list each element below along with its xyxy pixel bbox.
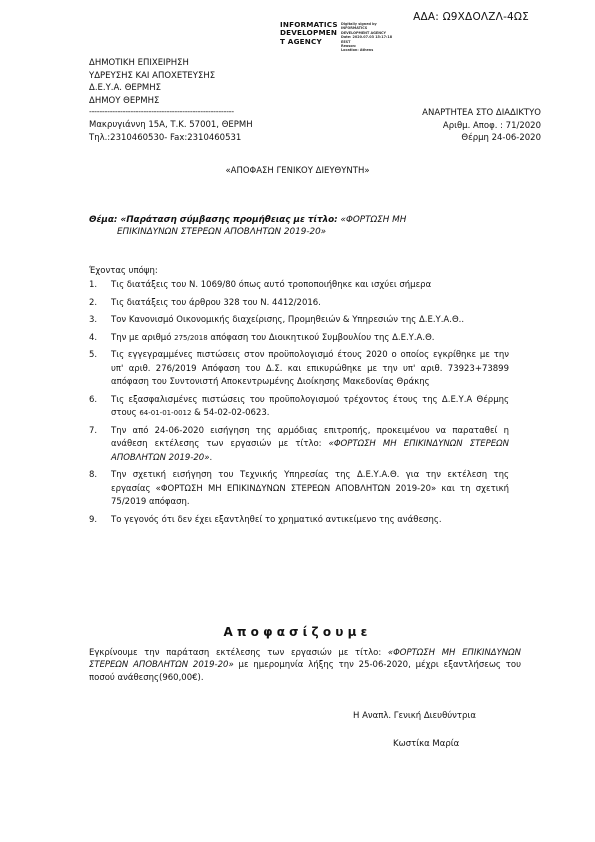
org-line: ΔΗΜΟΤΙΚΗ ΕΠΙΧΕΙΡΗΣΗ bbox=[89, 58, 189, 68]
item-text: Τις διατάξεις του Ν. 1069/80 όπως αυτό τροποποιήθηκε και ισχύει σήμερα bbox=[111, 280, 432, 290]
list-item bbox=[89, 514, 509, 527]
signatory-name: Κωστίκα Μαρία bbox=[393, 739, 460, 749]
list-item bbox=[89, 349, 509, 389]
item-text: Τις διατάξεις του άρθρου 328 του Ν. 4412/2016. bbox=[111, 297, 321, 308]
item-number: 7. bbox=[89, 425, 98, 436]
signature-detail-line: Location: Athens bbox=[341, 48, 374, 53]
item-number: 3. bbox=[89, 315, 98, 326]
contact-line: Τηλ.:2310460530- Fax:2310460531 bbox=[89, 132, 242, 143]
signature-detail-line: INFORMATICS bbox=[341, 26, 368, 31]
signature-detail-line: Reason: bbox=[341, 44, 357, 49]
subject-title-part1: «ΦΟΡΤΩΣΗ ΜΗ bbox=[337, 215, 407, 225]
digital-signature-details bbox=[341, 22, 392, 53]
subject bbox=[89, 215, 529, 237]
publication-info bbox=[422, 107, 541, 145]
logo-line: INFORMATICS bbox=[280, 20, 338, 29]
list-item bbox=[89, 314, 509, 327]
item-text: Τις εγγεγραμμένες πιστώσεις στον προϋπολογισμό έτους 2020 ο οποίος εγκρίθηκε με την υπ' αριθ. 276/2019 Απόφαση του Δ.Σ. και επικυρώθηκε με την υπ' αριθ. 73923+73899 απόφαση του Συντονιστή Αποκεντρωμένης Διοίκησης Μακεδονίας Θράκης bbox=[111, 350, 509, 388]
item-number: 6. bbox=[89, 394, 98, 405]
signature-detail-line: Date: 2020.07.03 15:17:18 bbox=[341, 35, 393, 40]
decision-number: Αριθμ. Αποφ. : 71/2020 bbox=[442, 120, 541, 131]
org-line: ΔΗΜΟΥ ΘΕΡΜΗΣ bbox=[89, 95, 160, 106]
item-text: Τις εξασφαλισμένες πιστώσεις του προϋπολογισμού τρέχοντος έτους της Δ.Ε.Υ.Α Θέρμης στους bbox=[111, 394, 509, 419]
budget-code: 64-01-01-0012 bbox=[139, 409, 192, 418]
signature-detail-line: EEST bbox=[341, 39, 351, 44]
decision-heading: Αποφασίζουμε bbox=[223, 625, 372, 639]
item-number: 5. bbox=[89, 350, 98, 361]
list-item bbox=[89, 425, 509, 465]
item-text: Την με αριθμό bbox=[111, 332, 175, 343]
item-text: Τον Κανονισμό Οικονομικής διαχείρισης, Προμηθειών & Υπηρεσιών της Δ.Ε.Υ.Α.Θ.. bbox=[111, 315, 465, 326]
subject-label: Θέμα: «Παράταση σύμβασης προμήθειας με τίτλο: bbox=[89, 215, 338, 225]
decision-ref-number: 275/2018 bbox=[174, 333, 208, 342]
organization-header bbox=[89, 57, 215, 107]
considerations-list bbox=[89, 279, 509, 531]
signature-detail-line: Digitally signed by bbox=[341, 22, 377, 26]
ada-code: ΑΔΑ: Ω9ΧΔΟΛΖΛ-4ΩΣ bbox=[413, 11, 529, 23]
having-considered-label: Έχοντας υπόψη: bbox=[89, 266, 158, 276]
logo-line: DEVELOPMEN bbox=[280, 28, 338, 38]
header-divider: -------------------------------------------------------- bbox=[89, 107, 234, 116]
approval-details: με ημερομηνία λήξης την 25-06-2020, μέχρι εξαντλήσεως του ποσού ανάθεσης(960,00€). bbox=[89, 660, 521, 683]
list-item bbox=[89, 332, 509, 345]
item-text: . bbox=[209, 452, 213, 463]
organization-address bbox=[89, 119, 253, 144]
list-item bbox=[89, 469, 509, 509]
org-line: ΥΔΡΕΥΣΗΣ ΚΑΙ ΑΠΟΧΕΤΕΥΣΗΣ bbox=[89, 70, 216, 81]
item-text: & 54-02-02-0623. bbox=[191, 408, 270, 419]
signature-detail-line: DEVELOPMENT AGENCY bbox=[341, 30, 387, 35]
list-item bbox=[89, 297, 509, 310]
item-number: 4. bbox=[89, 332, 98, 343]
publish-notice: ΑΝΑΡΤΗΤΕΑ ΣΤΟ ΔΙΑΔΙΚΤΥΟ bbox=[422, 108, 541, 118]
subject-title-part2: ΕΠΙΚΙΝΔΥΝΩΝ ΣΤΕΡΕΩΝ ΑΠΟΒΛΗΤΩΝ 2019-20» bbox=[117, 227, 327, 237]
item-text: Την από 24-06-2020 εισήγηση της αρμόδιας επιτροπής, προκειμένου να παραταθεί η ανάθεση εκτέλεσης των εργασιών με τίτλο: bbox=[111, 425, 509, 450]
decision-date: Θέρμη 24-06-2020 bbox=[461, 133, 541, 143]
list-item bbox=[89, 279, 509, 292]
item-number: 8. bbox=[89, 470, 98, 481]
work-title: «ΦΟΡΤΩΣΗ ΜΗ ΕΠΙΚΙΝΔΥΝΩΝ ΣΤΕΡΕΩΝ ΑΠΟΒΛΗΤΩΝ 2019-20» bbox=[111, 439, 509, 463]
item-text: απόφαση του Διοικητικού Συμβουλίου της Δ.Ε.Υ.Α.Θ. bbox=[207, 332, 435, 343]
item-number: 1. bbox=[89, 280, 98, 290]
item-number: 2. bbox=[89, 297, 98, 308]
item-text: Το γεγονός ότι δεν έχει εξαντληθεί το χρηματικό αντικείμενο της ανάθεσης. bbox=[111, 514, 442, 525]
signatory-role: Η Αναπλ. Γενική Διευθύντρια bbox=[353, 711, 476, 721]
approval-text bbox=[89, 647, 521, 684]
item-text: Την σχετική εισήγηση του Τεχνικής Υπηρεσίας της Δ.Ε.Υ.Α.Θ. για την εκτέλεση της εργασίας «ΦΟΡΤΩΣΗ ΜΗ ΕΠΙΚΙΝΔΥΝΩΝ ΣΤΕΡΕΩΝ ΑΠΟΒΛΗΤΩΝ 2019-20» και τη σχετική 75/2019 απόφαση. bbox=[111, 470, 509, 507]
approval-intro: Εγκρίνουμε την παράταση εκτέλεσης των εργασιών με τίτλο: bbox=[89, 648, 388, 658]
address-line: Μακρυγιάννη 15Α, Τ.Κ. 57001, ΘΕΡΜΗ bbox=[89, 120, 253, 130]
decision-title: «ΑΠΟΦΑΣΗ ΓΕΝΙΚΟΥ ΔΙΕΥΘΥΝΤΗ» bbox=[225, 166, 370, 176]
list-item bbox=[89, 394, 509, 421]
item-number: 9. bbox=[89, 514, 98, 525]
work-title: «ΦΟΡΤΩΣΗ ΜΗ ΕΠΙΚΙΝΔΥΝΩΝ ΣΤΕΡΕΩΝ ΑΠΟΒΛΗΤΩΝ 2019-20» bbox=[89, 648, 521, 671]
logo-line: T AGENCY bbox=[280, 36, 322, 46]
org-line: Δ.Ε.Υ.Α. ΘΕΡΜΗΣ bbox=[89, 83, 161, 94]
signature-logo-text bbox=[280, 21, 338, 46]
